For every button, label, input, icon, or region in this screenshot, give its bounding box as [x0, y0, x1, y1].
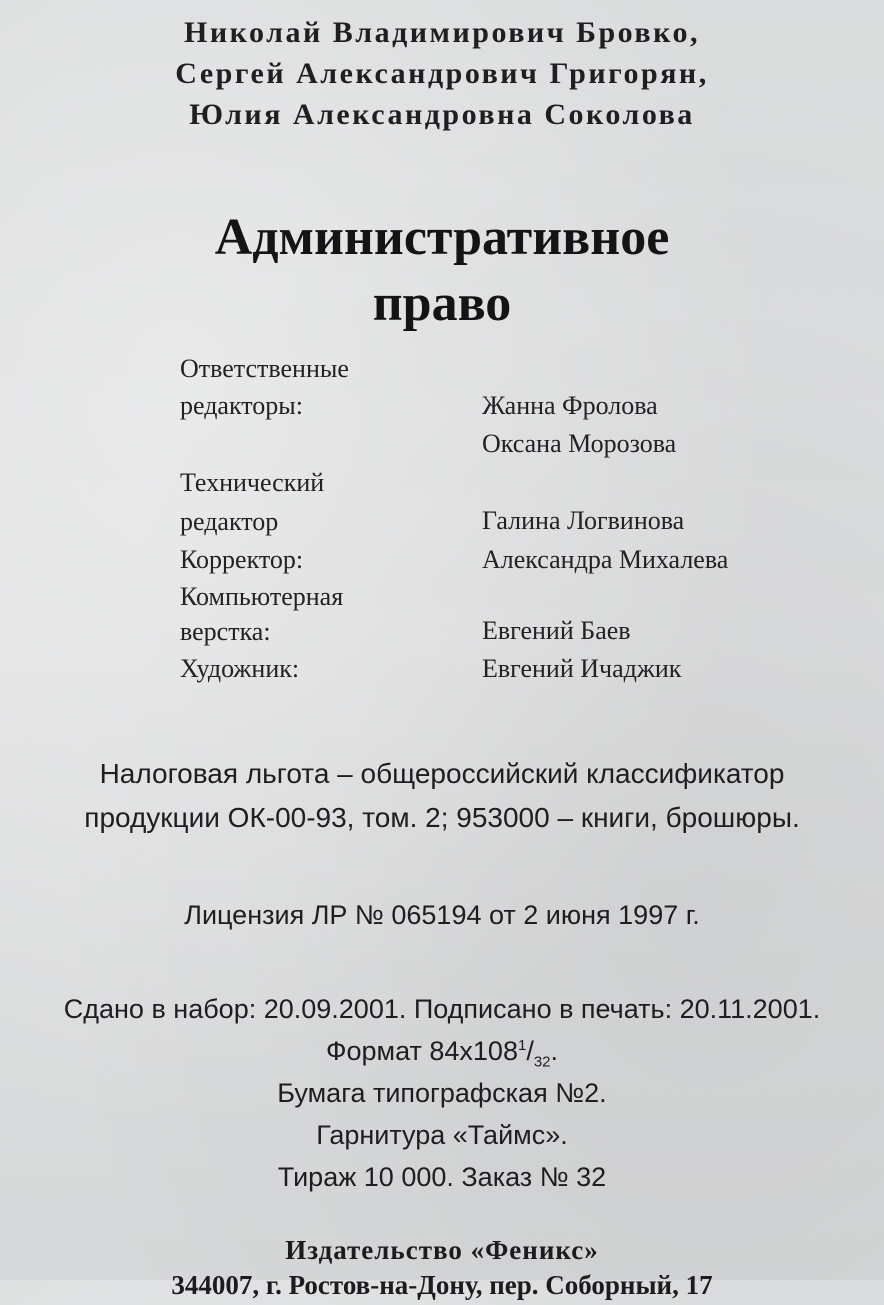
responsible-editors-label-cont: редакторы:: [180, 391, 303, 420]
format-suffix: .: [550, 1036, 559, 1066]
responsible-editors-label: Ответственные: [180, 354, 349, 383]
tech-editor-name: Галина Логвинова: [482, 506, 685, 535]
book-title: [0, 205, 884, 337]
publisher-address-cropped: [0, 1265, 884, 1300]
author-3: Юлия Александровна Соколова: [189, 98, 695, 131]
authors-block: [0, 12, 884, 135]
tech-editor-label-cont: редактор: [180, 507, 279, 536]
responsible-editor-1: Жанна Фролова: [482, 391, 658, 420]
paper-line: Бумага типографская №2.: [277, 1078, 607, 1108]
license-line: Лицензия ЛР № 065194 от 2 июня 1997 г.: [184, 900, 700, 930]
format-numerator: 1: [517, 1037, 527, 1054]
format-prefix: Формат 84х108: [325, 1036, 518, 1066]
format-line: [0, 1030, 884, 1072]
book-title-line-2: право: [372, 275, 512, 332]
proofreader-label: Корректор:: [180, 545, 304, 574]
imprint-details: [0, 988, 884, 1198]
author-2: Сергей Александрович Григорян,: [175, 57, 709, 90]
proofreader-name: Александра Михалева: [482, 545, 729, 574]
book-title-line-1: Административное: [214, 209, 670, 266]
tax-note: [0, 752, 884, 840]
artist-name: Евгений Ичаджик: [482, 654, 682, 683]
tax-note-line-2: продукции ОК-00-93, том. 2; 953000 – книги, брошюры.: [84, 802, 800, 833]
publisher-name: Издательство «Феникс»: [285, 1235, 599, 1265]
publisher-address: 344007, г. Ростов-на-Дону, пер. Соборный, 17: [171, 1270, 713, 1300]
artist-label: Художник:: [180, 654, 300, 683]
print-run-line: Тираж 10 000. Заказ № 32: [277, 1162, 607, 1192]
tech-editor-label: Технический: [180, 468, 325, 497]
print-dates: Сдано в набор: 20.09.2001. Подписано в печать: 20.11.2001.: [63, 994, 821, 1024]
format-slash: /: [526, 1036, 534, 1066]
layout-label-cont: верстка:: [180, 617, 271, 646]
responsible-editor-2: Оксана Морозова: [482, 429, 677, 458]
layout-label: Компьютерная: [180, 582, 344, 611]
typeface-line: Гарнитура «Таймс».: [316, 1120, 568, 1150]
author-1: Николай Владимирович Бровко,: [184, 16, 700, 49]
tax-note-line-1: Налоговая льгота – общероссийский классификатор: [99, 758, 785, 789]
format-denominator: 32: [533, 1053, 551, 1071]
layout-name: Евгений Баев: [482, 616, 631, 645]
